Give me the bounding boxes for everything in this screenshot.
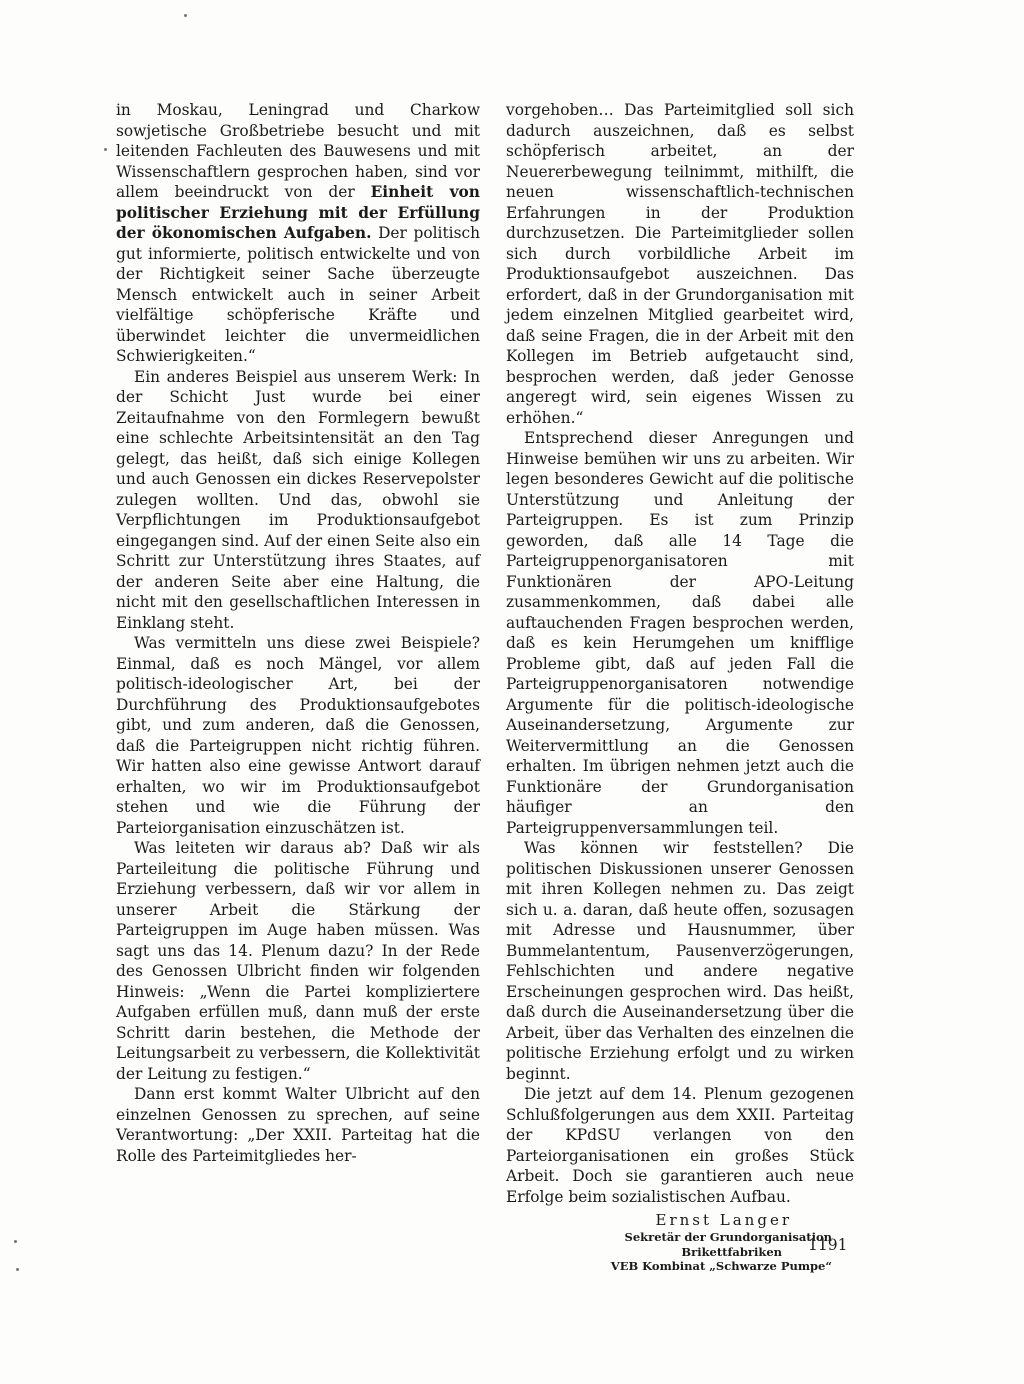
page-number: 1191 xyxy=(808,1236,848,1254)
paragraph: Was können wir feststellen? Die politischen Diskussionen unserer Genossen mit ihren Kollegen nehmen zu. Das zeigt sich u. a. daran, daß heute offen, sozusagen mit Adresse und Hausnummer, über Bummelantentum, Pausenverzögerungen, Fehlschichten und andere negative Erscheinungen gesprochen wird. Das heißt, daß durch die Auseinandersetzung über die Arbeit, über das Verhalten des einzelnen die politische Erziehung erfolgt und zu wirken beginnt. xyxy=(506,839,854,1083)
scan-speck xyxy=(16,1268,19,1271)
signature-block xyxy=(506,1211,854,1274)
bold-emphasis: Einheit von politischer Erziehung mit der Erfüllung der ökonomischen Aufgaben. xyxy=(116,183,481,242)
paragraph-text: in Moskau, Leningrad und Charkow sowjetische Großbetriebe besucht und mit leitenden Fachleuten des Bauwesens und mit Wissenschaftlern gesprochen haben, sind vor allem beeindruckt von der xyxy=(116,101,480,201)
paragraph-text: Der politisch gut informierte, politisch entwickelte und von der Richtigkeit seiner Sache überzeugte Mensch entwickelt auch in seiner Arbeit vielfältige schöpferische Kräfte und überwindet leichter die unvermeidlichen Schwierigkeiten.“ xyxy=(116,224,480,365)
author-title: Sekretär der Grundorganisation xyxy=(624,1230,832,1244)
paragraph: Dann erst kommt Walter Ulbricht auf den einzelnen Genossen zu sprechen, auf seine Verantwortung: „Der XXII. Parteitag hat die Rolle des Parteimitgliedes her- xyxy=(116,1085,480,1165)
paragraph: vorgehoben… Das Parteimitglied soll sich dadurch auszeichnen, daß es selbst schöpferisch arbeitet, an der Neuererbewegung teilnimmt, mithilft, die neuen wissenschaftlich-technischen Erfahrungen in der Produktion durchzusetzen. Die Parteimitglieder sollen sich durch vorbildliche Arbeit im Produktionsaufgebot auszeichnen. Das erfordert, daß in der Grundorganisation mit jedem einzelnen Mitglied gearbeitet wird, daß seine Fragen, die in der Arbeit mit den Kollegen im Betrieb aufgetaucht sind, besprochen werden, daß jeder Genosse angeregt wird, sein eigenes Wissen zu erhöhen.“ xyxy=(506,101,854,427)
paragraph: Entsprechend dieser Anregungen und Hinweise bemühen wir uns zu arbeiten. Wir legen besonderes Gewicht auf die politische Unterstützung und Anleitung der Parteigruppen. Es ist zum Prinzip geworden, daß alle 14 Tage die Parteigruppenorganisatoren mit Funktionären der APO-Leitung zusammenkommen, daß dabei alle auftauchenden Fragen besprochen werden, daß es kein Herumgehen um knifflige Probleme gibt, daß auf jeden Fall die Parteigruppenorganisatoren notwendige Argumente für die politisch-ideologische Auseinandersetzung, Argumente zur Weitervermittlung an die Genossen erhalten. Im übrigen nehmen jetzt auch die Funktionäre der Grundorganisation häufiger an den Parteigruppenversammlungen teil. xyxy=(506,429,854,837)
scan-speck xyxy=(14,1240,17,1243)
paragraph: Was leiteten wir daraus ab? Daß wir als Parteileitung die politische Führung und Erziehung verbessern, daß wir vor allem in unserer Arbeit die Stärkung der Parteigruppen im Auge haben müssen. Was sagt uns das 14. Plenum dazu? In der Rede des Genossen Ulbricht finden wir folgenden Hinweis: „Wenn die Partei kompliziertere Aufgaben erfüllen muß, dann muß der erste Schritt darin bestehen, die Methode der Leitungsarbeit zu verbessern, die Kollektivität der Leitung zu festigen.“ xyxy=(116,839,480,1083)
author-department: Brikettfabriken xyxy=(681,1244,782,1259)
scan-speck xyxy=(104,148,107,151)
author-name: Ernst Langer xyxy=(655,1211,792,1229)
author-organization: VEB Kombinat „Schwarze Pumpe“ xyxy=(610,1259,832,1273)
right-text-column xyxy=(506,100,854,1274)
left-text-column xyxy=(116,100,480,1166)
paragraph: Die jetzt auf dem 14. Plenum gezogenen Schlußfolgerungen aus dem XXII. Parteitag der KPdSU verlangen von den Parteiorganisationen ein großes Stück Arbeit. Doch sie garantieren auch neue Erfolge beim sozialistischen Aufbau. xyxy=(506,1085,854,1206)
scan-speck xyxy=(184,14,187,17)
paragraph xyxy=(116,100,480,367)
paragraph: Was vermitteln uns diese zwei Beispiele? Einmal, daß es noch Mängel, vor allem politisch-ideologischer Art, bei der Durchführung des Produktionsaufgebotes gibt, und zum anderen, daß die Genossen, daß die Parteigruppen nicht richtig führen. Wir hatten also eine gewisse Antwort darauf erhalten, wo wir im Produktionsaufgebot stehen und wie die Führung der Parteiorganisation einzuschätzen ist. xyxy=(116,634,480,837)
paragraph: Ein anderes Beispiel aus unserem Werk: In der Schicht Just wurde bei einer Zeitaufnahme von den Formlegern bewußt eine schlechte Arbeitsintensität an den Tag gelegt, das heißt, daß sich einige Kollegen und auch Genossen ein dickes Reservepolster zulegen wollten. Und das, obwohl sie Verpflichtungen im Produktionsaufgebot eingegangen sind. Auf der einen Seite also ein Schritt zur Unterstützung ihres Staates, auf der anderen Seite aber eine Haltung, die nicht mit den gesellschaftlichen Interessen in Einklang steht. xyxy=(116,367,480,632)
